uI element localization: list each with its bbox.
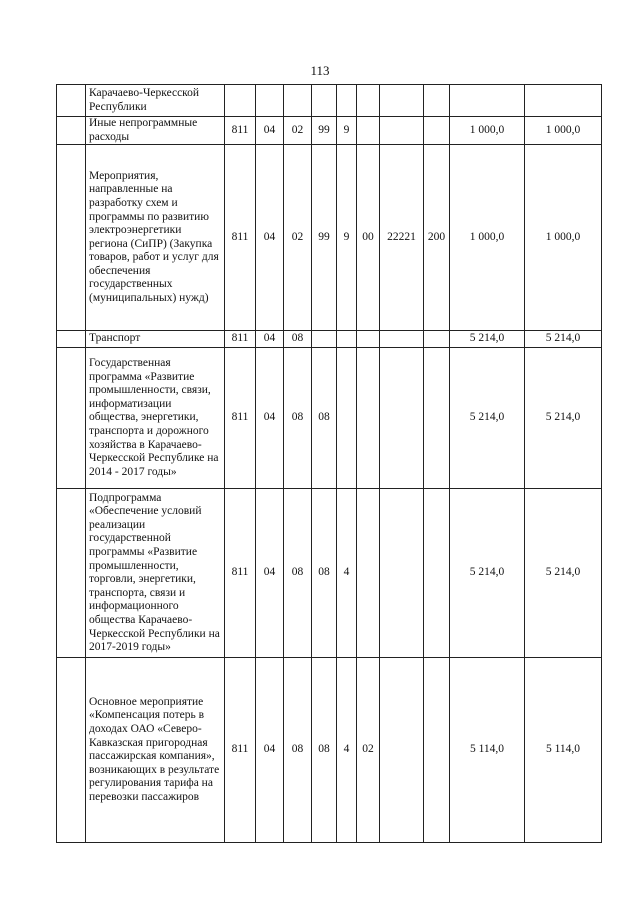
code-cell-p3: 00 — [357, 145, 380, 331]
code-cell-ved: 811 — [225, 331, 256, 348]
code-cell-p2: 9 — [337, 145, 357, 331]
code-cell-vr — [424, 117, 450, 145]
code-cell-rz: 04 — [256, 348, 284, 489]
code-cell-p2: 4 — [337, 658, 357, 843]
description-cell: Иные непрограммные расходы — [86, 117, 225, 145]
row-number-cell — [57, 145, 86, 331]
amount-cell-sum2 — [525, 85, 602, 117]
amount-cell-sum1 — [450, 85, 525, 117]
code-cell-p1: 99 — [312, 145, 337, 331]
amount-cell-sum1: 5 114,0 — [450, 658, 525, 843]
code-cell-rz: 04 — [256, 331, 284, 348]
description-cell: Карачаево-Черкесской Республики — [86, 85, 225, 117]
amount-cell-sum2: 1 000,0 — [525, 145, 602, 331]
row-number-cell — [57, 85, 86, 117]
budget-table — [56, 84, 602, 843]
code-cell-p3 — [357, 117, 380, 145]
amount-cell-sum2: 5 214,0 — [525, 331, 602, 348]
code-cell-pr: 08 — [284, 658, 312, 843]
table-row — [57, 117, 602, 145]
amount-cell-sum1: 5 214,0 — [450, 348, 525, 489]
row-number-cell — [57, 658, 86, 843]
code-cell-p1: 08 — [312, 348, 337, 489]
table-row — [57, 331, 602, 348]
amount-cell-sum2: 5 214,0 — [525, 348, 602, 489]
code-cell-ved: 811 — [225, 145, 256, 331]
code-cell-p3: 02 — [357, 658, 380, 843]
code-cell-pr — [284, 85, 312, 117]
page-number: 113 — [310, 63, 330, 78]
code-cell-rz — [256, 85, 284, 117]
code-cell-p2 — [337, 85, 357, 117]
code-cell-p1: 08 — [312, 489, 337, 658]
amount-cell-sum1: 1 000,0 — [450, 117, 525, 145]
code-cell-ved: 811 — [225, 117, 256, 145]
code-cell-p1 — [312, 331, 337, 348]
description-cell: Основное мероприятие «Компенсация потерь в доходах ОАО «Северо-Кавказская пригородная пассажирская компания», возникающих в результате регулирования тарифа на перевозки пассажиров — [86, 658, 225, 843]
code-cell-csr — [380, 658, 424, 843]
code-cell-vr: 200 — [424, 145, 450, 331]
code-cell-p1 — [312, 85, 337, 117]
code-cell-ved: 811 — [225, 489, 256, 658]
amount-cell-sum1: 5 214,0 — [450, 489, 525, 658]
code-cell-p1: 08 — [312, 658, 337, 843]
amount-cell-sum2: 1 000,0 — [525, 117, 602, 145]
row-number-cell — [57, 117, 86, 145]
code-cell-csr — [380, 489, 424, 658]
description-cell: Мероприятия, направленные на разработку схем и программы по развитию электроэнергетики региона (СиПР) (Закупка товаров, работ и услуг для обеспечения государственных (муниципальных) нужд) — [86, 145, 225, 331]
code-cell-pr: 08 — [284, 331, 312, 348]
description-cell: Транспорт — [86, 331, 225, 348]
code-cell-p2: 9 — [337, 117, 357, 145]
code-cell-pr: 02 — [284, 117, 312, 145]
table-row — [57, 145, 602, 331]
code-cell-vr — [424, 348, 450, 489]
code-cell-p2 — [337, 331, 357, 348]
code-cell-p3 — [357, 331, 380, 348]
code-cell-pr: 08 — [284, 348, 312, 489]
row-number-cell — [57, 331, 86, 348]
code-cell-csr — [380, 85, 424, 117]
code-cell-vr — [424, 85, 450, 117]
code-cell-csr: 22221 — [380, 145, 424, 331]
code-cell-csr — [380, 331, 424, 348]
amount-cell-sum2: 5 114,0 — [525, 658, 602, 843]
code-cell-rz: 04 — [256, 489, 284, 658]
code-cell-csr — [380, 348, 424, 489]
description-cell: Подпрограмма «Обеспечение условий реализации государственной программы «Развитие промышленности, торговли, энергетики, транспорта, связи и информационного общества Карачаево-Черкесской Республики на 2017-2019 годы» — [86, 489, 225, 658]
code-cell-ved: 811 — [225, 348, 256, 489]
code-cell-p1: 99 — [312, 117, 337, 145]
table-row — [57, 658, 602, 843]
code-cell-ved: 811 — [225, 658, 256, 843]
code-cell-pr: 02 — [284, 145, 312, 331]
table-row — [57, 85, 602, 117]
code-cell-p3 — [357, 489, 380, 658]
code-cell-csr — [380, 117, 424, 145]
table-row — [57, 348, 602, 489]
code-cell-rz: 04 — [256, 117, 284, 145]
code-cell-vr — [424, 331, 450, 348]
amount-cell-sum2: 5 214,0 — [525, 489, 602, 658]
code-cell-vr — [424, 489, 450, 658]
table-row — [57, 489, 602, 658]
code-cell-p3 — [357, 348, 380, 489]
code-cell-rz: 04 — [256, 658, 284, 843]
amount-cell-sum1: 1 000,0 — [450, 145, 525, 331]
code-cell-rz: 04 — [256, 145, 284, 331]
code-cell-ved — [225, 85, 256, 117]
code-cell-p2 — [337, 348, 357, 489]
row-number-cell — [57, 489, 86, 658]
code-cell-pr: 08 — [284, 489, 312, 658]
row-number-cell — [57, 348, 86, 489]
code-cell-vr — [424, 658, 450, 843]
code-cell-p3 — [357, 85, 380, 117]
code-cell-p2: 4 — [337, 489, 357, 658]
amount-cell-sum1: 5 214,0 — [450, 331, 525, 348]
description-cell: Государственная программа «Развитие промышленности, связи, информатизации общества, энергетики, транспорта и дорожного хозяйства в Карачаево-Черкесской Республике на 2014 - 2017 годы» — [86, 348, 225, 489]
